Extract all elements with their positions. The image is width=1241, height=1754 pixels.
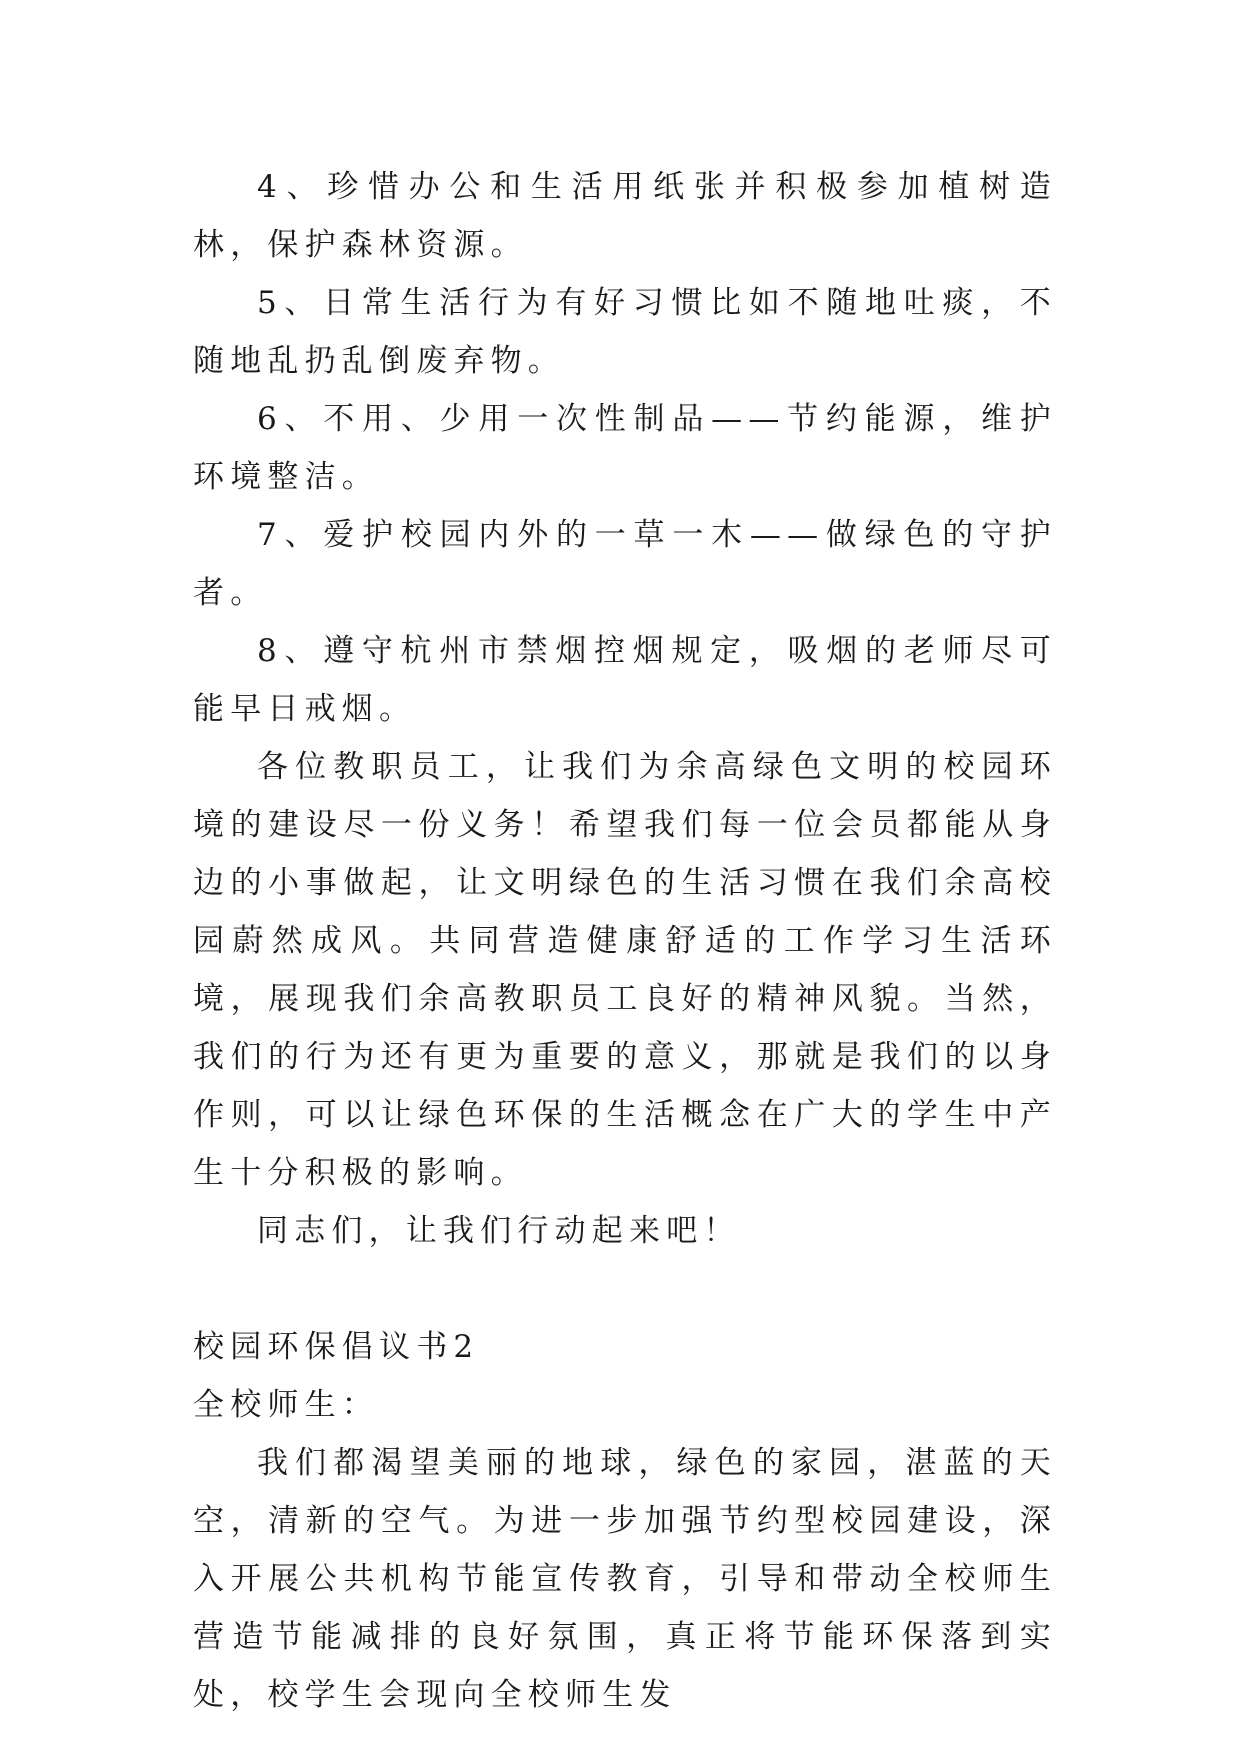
body-paragraph: 我们都渴望美丽的地球，绿色的家园，湛蓝的天空，清新的空气。为进一步加强节约型校园建设，深入开展公共机构节能宣传教育，引导和带动全校师生营造节能减排的良好氛围，真正将节能环保落到实处，校学生会现向全校师生发 [193, 1445, 1057, 1713]
list-item-8: 8、遵守杭州市禁烟控烟规定，吸烟的老师尽可能早日戒烟。 [193, 633, 1057, 727]
list-item-6: 6、不用、少用一次性制品——节约能源，维护环境整洁。 [193, 401, 1057, 495]
closing-line: 同志们，让我们行动起来吧！ [257, 1213, 741, 1249]
salutation: 全校师生： [193, 1387, 379, 1423]
appeal-paragraph: 各位教职员工，让我们为余高绿色文明的校园环境的建设尽一份义务！希望我们每一位会员都能从身边的小事做起，让文明绿色的生活习惯在我们余高校园蔚然成风。共同营造健康舒适的工作学习生活环境，展现我们余高教职员工良好的精神风貌。当然，我们的行为还有更为重要的意义，那就是我们的以身作则，可以让绿色环保的生活概念在广大的学生中产生十分积极的影响。 [193, 749, 1057, 1191]
section-title: 校园环保倡议书2 [193, 1329, 480, 1365]
list-item-5: 5、日常生活行为有好习惯比如不随地吐痰，不随地乱扔乱倒废弃物。 [193, 285, 1057, 379]
section-gap [193, 1260, 1057, 1318]
document-body [193, 158, 1057, 1724]
list-item-4: 4、珍惜办公和生活用纸张并积极参加植树造林，保护森林资源。 [193, 169, 1057, 263]
list-item-7: 7、爱护校园内外的一草一木——做绿色的守护者。 [193, 517, 1057, 611]
